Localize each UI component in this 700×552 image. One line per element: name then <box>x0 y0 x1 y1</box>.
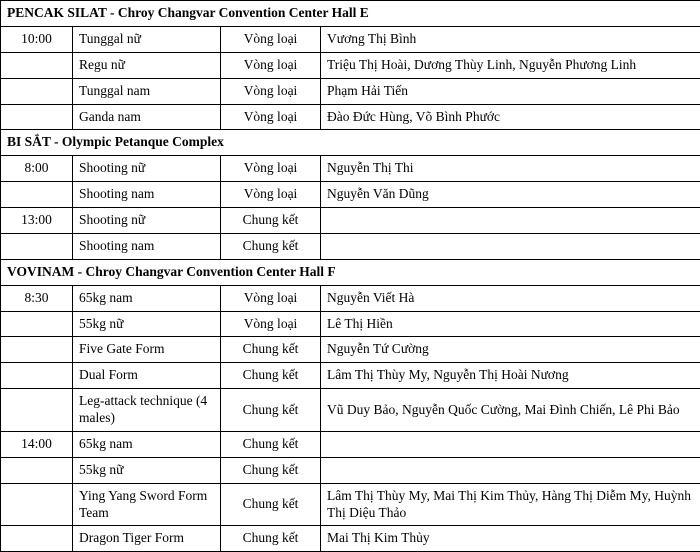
athletes-cell: Nguyễn Viết Hà <box>321 285 700 311</box>
athletes-cell: Phạm Hải Tiến <box>321 78 700 104</box>
table-row <box>1 431 700 457</box>
event-cell: 55kg nữ <box>73 311 221 337</box>
time-cell <box>1 389 73 432</box>
time-cell <box>1 233 73 259</box>
round-cell: Chung kết <box>221 389 321 432</box>
time-cell: 14:00 <box>1 431 73 457</box>
section-header-row <box>1 130 700 156</box>
table-row <box>1 526 700 552</box>
time-cell: 13:00 <box>1 208 73 234</box>
time-cell: 10:00 <box>1 26 73 52</box>
table-row <box>1 208 700 234</box>
event-cell: Shooting nữ <box>73 156 221 182</box>
event-cell: Shooting nam <box>73 233 221 259</box>
round-cell: Chung kết <box>221 526 321 552</box>
section-header-row <box>1 259 700 285</box>
table-row <box>1 285 700 311</box>
athletes-cell: Đào Đức Hùng, Võ Bình Phước <box>321 104 700 130</box>
round-cell: Chung kết <box>221 233 321 259</box>
athletes-cell: Nguyễn Văn Dũng <box>321 182 700 208</box>
round-cell: Vòng loại <box>221 285 321 311</box>
table-row <box>1 311 700 337</box>
time-cell <box>1 78 73 104</box>
table-row <box>1 104 700 130</box>
athletes-cell: Vương Thị Bình <box>321 26 700 52</box>
event-cell: Five Gate Form <box>73 337 221 363</box>
section-heading: PENCAK SILAT - Chroy Changvar Convention Center Hall E <box>1 1 700 27</box>
event-cell: Tunggal nam <box>73 78 221 104</box>
round-cell: Chung kết <box>221 457 321 483</box>
athletes-cell: Lâm Thị Thùy My, Mai Thị Kim Thủy, Hàng Thị Diễm My, Huỳnh Thị Diệu Thảo <box>321 483 700 526</box>
event-cell: Regu nữ <box>73 52 221 78</box>
table-row <box>1 182 700 208</box>
event-cell: Dragon Tiger Form <box>73 526 221 552</box>
event-cell: Dual Form <box>73 363 221 389</box>
time-cell <box>1 337 73 363</box>
table-row <box>1 337 700 363</box>
schedule-body <box>1 1 700 552</box>
round-cell: Chung kết <box>221 483 321 526</box>
time-cell: 8:00 <box>1 156 73 182</box>
table-row <box>1 156 700 182</box>
athletes-cell <box>321 233 700 259</box>
time-cell <box>1 483 73 526</box>
athletes-cell: Vũ Duy Bảo, Nguyễn Quốc Cường, Mai Đình Chiến, Lê Phi Bảo <box>321 389 700 432</box>
athletes-cell <box>321 457 700 483</box>
table-row <box>1 78 700 104</box>
table-row <box>1 389 700 432</box>
time-cell: 8:30 <box>1 285 73 311</box>
round-cell: Chung kết <box>221 363 321 389</box>
table-row <box>1 233 700 259</box>
athletes-cell <box>321 431 700 457</box>
round-cell: Vòng loại <box>221 311 321 337</box>
event-cell: Shooting nữ <box>73 208 221 234</box>
round-cell: Chung kết <box>221 208 321 234</box>
event-cell: 55kg nữ <box>73 457 221 483</box>
table-row <box>1 52 700 78</box>
athletes-cell: Nguyễn Tứ Cường <box>321 337 700 363</box>
athletes-cell: Nguyễn Thị Thi <box>321 156 700 182</box>
time-cell <box>1 526 73 552</box>
section-heading: VOVINAM - Chroy Changvar Convention Center Hall F <box>1 259 700 285</box>
round-cell: Vòng loại <box>221 78 321 104</box>
time-cell <box>1 311 73 337</box>
round-cell: Vòng loại <box>221 104 321 130</box>
table-row <box>1 363 700 389</box>
event-cell: Leg-attack technique (4 males) <box>73 389 221 432</box>
event-cell: Tunggal nữ <box>73 26 221 52</box>
section-header-row <box>1 1 700 27</box>
round-cell: Chung kết <box>221 431 321 457</box>
round-cell: Vòng loại <box>221 52 321 78</box>
athletes-cell <box>321 208 700 234</box>
event-cell: Ganda nam <box>73 104 221 130</box>
event-cell: 65kg nam <box>73 285 221 311</box>
table-row <box>1 457 700 483</box>
round-cell: Chung kết <box>221 337 321 363</box>
table-row <box>1 483 700 526</box>
athletes-cell: Lâm Thị Thùy My, Nguyễn Thị Hoài Nương <box>321 363 700 389</box>
round-cell: Vòng loại <box>221 182 321 208</box>
event-cell: Shooting nam <box>73 182 221 208</box>
event-cell: 65kg nam <box>73 431 221 457</box>
table-row <box>1 26 700 52</box>
athletes-cell: Lê Thị Hiền <box>321 311 700 337</box>
round-cell: Vòng loại <box>221 26 321 52</box>
time-cell <box>1 457 73 483</box>
time-cell <box>1 104 73 130</box>
athletes-cell: Mai Thị Kim Thủy <box>321 526 700 552</box>
section-heading: BI SẮT - Olympic Petanque Complex <box>1 130 700 156</box>
time-cell <box>1 52 73 78</box>
time-cell <box>1 182 73 208</box>
time-cell <box>1 363 73 389</box>
round-cell: Vòng loại <box>221 156 321 182</box>
event-cell: Ying Yang Sword Form Team <box>73 483 221 526</box>
athletes-cell: Triệu Thị Hoài, Dương Thùy Linh, Nguyễn Phương Linh <box>321 52 700 78</box>
